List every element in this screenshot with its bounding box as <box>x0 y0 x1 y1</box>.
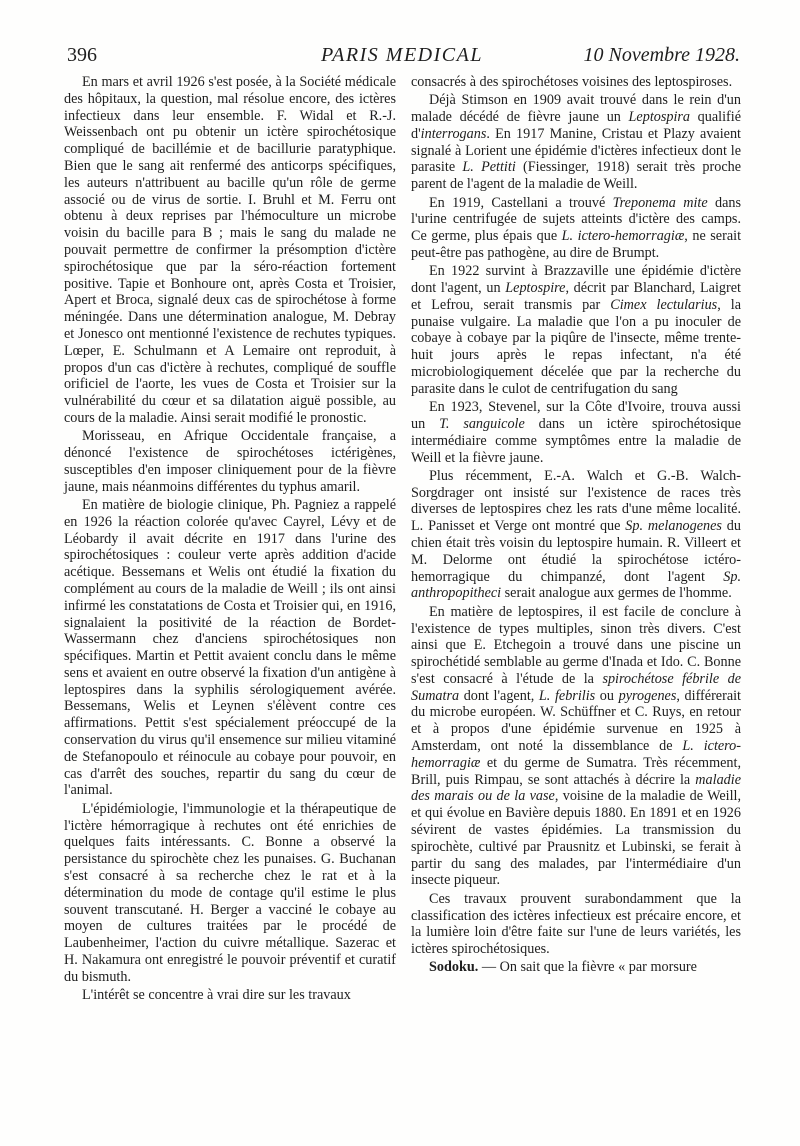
text-segment: , voisine de la maladie de Weill, et qui évolue en Bavière depuis 1880. En 1891 et en 1926 sévirent de vastes épidémies. La transmission du spirochète, cultivé par Prausnitz et Lubinski, se ferait à partir du sang des malades, par l'intermédiaire d'un insecte piqueur. <box>411 788 741 889</box>
italic-term: Sp. anthropopitheci <box>411 568 741 602</box>
section-heading-sodoku: Sodoku. <box>429 959 479 976</box>
text-segment: (Fiessinger, 1918) serait très proche parent de l'agent de la maladie de Weill. <box>411 159 742 193</box>
text-segment: et du germe de Sumatra. Très récemment, Brill, puis Rimpau, se sont attachés à décrire la <box>411 754 741 788</box>
paragraph <box>64 74 396 427</box>
paragraph <box>64 497 396 799</box>
paragraph <box>411 399 741 466</box>
paragraph <box>411 74 741 91</box>
italic-term: L. ictero-hemorragiæ <box>411 738 741 771</box>
italic-term: L. ictero-hemorragiæ <box>561 228 685 245</box>
paragraph <box>411 891 741 958</box>
italic-term: Cimex lectularius <box>610 296 718 313</box>
journal-title: PARIS MEDICAL <box>321 44 483 66</box>
text-segment: ou <box>595 687 619 704</box>
text-segment: Ces travaux prouvent surabondamment que la classification des ictères infectieux est précaire encore, et la lumière loin d'être faite sur l'une de leurs variétés, les ictères spirochétosiques. <box>411 890 741 958</box>
italic-term: spirochétose fébrile de Sumatra <box>411 670 741 704</box>
paragraph <box>411 263 741 397</box>
text-segment: , ne serait peut-être pas pathogène, au dire de Brumpt. <box>411 228 742 261</box>
text-segment: , la punaise vulgaire. La maladie que l'on a pu inoculer de cobaye à cobaye par la piqûre de l'insecte, même trente-huit jours après le repas infectant, n'a été microbiologiquement décelée que par la recherche du parasite dans le culot de centrifugation du sang <box>411 296 741 397</box>
right-column <box>411 74 741 978</box>
text-segment: , décrit par Blanchard, Laigret et Lefrou, serait transmis par <box>411 280 741 313</box>
text-segment: En matière de biologie clinique, Ph. Pagniez a rappelé en 1926 la réaction colorée qu'avec Cayrel, Lévy et de Léobardy il avait décrite en 1917 dans l'urine des spirochétosiques : couleur verte après addition d'acide acétique. Bessemans et Welis ont étudié la fixation du complément au cours de la maladie de Weill ; ils ont ainsi infirmé les constatations de Costa et Troisier qui, en 1916, signalaient la positivité de la réaction de Bordet-Wassermann chez d'anciens spirochétosiques non spécifiques. Martin et Pettit avaient conclu dans le même sens et avaient en outre observé la fixation d'un antigène à leptospires dans la syphilis sérologiquement avérée. Bessemans, Welis et Leynen s'élèvent contre ces affirmations. Pettit s'est spécialement préoccupé de la conservation du virus qu'il ensemence sur milieu vitaminé de Stefanopoulo et réinocule au cobaye pour pouvoir, en cas d'arrêt des souches, repartir du sang du cœur de l'animal. <box>64 496 396 799</box>
italic-term: Treponema mite <box>612 194 708 211</box>
text-segment: En 1919, Castellani a trouvé <box>429 194 613 211</box>
paragraph <box>411 92 741 193</box>
left-column <box>64 74 396 1005</box>
issue-date: 10 Novembre 1928. <box>583 44 740 66</box>
running-header <box>64 42 740 70</box>
text-segment: Plus récemment, E.-A. Walch et G.-B. Walch-Sorgdrager ont insisté sur l'existence de races très diverses de leptospires chez les rats d'une même localité. L. Panisset et Verge ont montré que <box>411 467 741 535</box>
text-segment: L'intérêt se concentre à vrai dire sur les travaux <box>82 987 351 1004</box>
paragraph <box>64 801 396 986</box>
paragraph <box>411 959 741 976</box>
paragraph <box>411 195 741 262</box>
text-segment: . En 1917 Manine, Cristau et Plazy avaient signalé à Lorient une épidémie d'ictères infectieux dont le parasite <box>411 125 741 176</box>
text-segment: , différerait du microbe européen. W. Schüffner et C. Ruys, en retour et à propos d'une épidémie survenue en 1925 à Amsterdam, ont noté la dissemblance de <box>411 687 742 755</box>
paragraph <box>64 428 396 495</box>
text-segment: du chien était très voisin du leptospire humain. R. Villeert et M. Delorme ont étudié la spirochétose ictéro-hemorragique du chimpanzé, dont l'agent <box>411 518 741 585</box>
italic-term: Leptospira <box>628 109 691 126</box>
italic-term: pyrogenes <box>618 687 677 704</box>
text-segment: En 1923, Stevenel, sur la Côte d'Ivoire, trouva aussi un <box>411 399 741 432</box>
text-segment: dont l'agent, <box>459 687 539 704</box>
text-segment: consacrés à des spirochétoses voisines des leptospiroses. <box>411 74 733 90</box>
paragraph <box>411 468 741 602</box>
italic-term: maladie des marais ou de la vase <box>411 771 741 805</box>
paragraph <box>64 987 396 1004</box>
text-segment: Déjà Stimson en 1909 avait trouvé dans le rein d'un malade décédé de fièvre jaune un <box>411 92 741 126</box>
text-segment: serait analogue aux germes de l'homme. <box>501 585 732 602</box>
text-segment: qualifié d' <box>411 109 741 142</box>
italic-term: Leptospire <box>505 280 566 297</box>
text-segment: L'épidémiologie, l'immunologie et la thérapeutique de l'ictère hémorragique à rechutes ont été enrichies de quelques faits intéressants. C. Bonne a observé la persistance du spirochète chez les punaises. G. Buchanan s'est consacré à sa recherche chez le rat et à la détermination du mode de contage qu'il estime le plus souvent transcutané. H. Berger a vacciné le cobaye au moyen de cultures traitées par le procédé de Laubenheimer, l'action du cuivre métallique. Sazerac et H. Nakamura ont enregistré le pouvoir préventif et curatif du bismuth. <box>64 800 396 985</box>
italic-term: T. sanguicole <box>439 415 525 432</box>
italic-term: L. Pettiti <box>462 159 516 176</box>
text-segment: dans l'urine centrifugée de sujets atteints d'ictère des camps. Ce germe, plus épais que <box>411 194 741 245</box>
italic-term: interrogans <box>420 125 487 142</box>
text-segment: — On sait que la fièvre « par morsure <box>478 959 697 976</box>
italic-term: L. febrilis <box>538 687 596 704</box>
text-segment: En 1922 survint à Brazzaville une épidémie d'ictère dont l'agent, un <box>411 263 741 297</box>
text-segment: En matière de leptospires, il est facile de conclure à l'existence de types multiples, sinon très divers. C'est ainsi que E. Etchegoin a trouvé dans une piscine un spirochétidé semblable au germe d'Inada et Ido. C. Bonne s'est consacré à l'étude de la <box>411 603 741 687</box>
paragraph <box>411 604 741 890</box>
text-segment: En mars et avril 1926 s'est posée, à la Société médicale des hôpitaux, la question, mal résolue encore, des ictères infectieux dans leur ensemble. F. Widal et R.-J. Weissenbach ont pu obtenir un ictère spirochétosique compliqué de bacillémie et de bacillurie paratyphique. Bien que le sang ait renfermé des anticorps spécifiques, les auteurs n'attribuent au bacille qu'un rôle de germe associé ou de virus de sortie. I. Bruhl et M. Ferru ont obtenu à deux reprises par l'hémoculture un microbe voisin du bacille para B ; mais le sang du malade ne pouvait permettre de confirmer la présomption d'ictère spirochétosique que par la séro-réaction fortement positive. Tapie et Bonhoure ont, après Costa et Troisier, Apert et Broca, signalé deux cas de spirochétose à forme méningée. Dans une détermination analogue, M. Debray et Jonesco ont mentionné l'existence de rechutes typiques. Lœper, E. Schulmann et A Lemaire ont reproduit, à propos d'un cas d'ictère à rechutes, compliqué de souffle orificiel de l'aorte, les vues de Costa et Troisier sur la vulnérabilité du cœur et sa dilatation aiguë possible, au cours de la maladie. Ainsi serait modifié le pronostic. <box>64 74 396 426</box>
page-number: 396 <box>67 44 97 66</box>
text-segment: dans un ictère spirochétosique intermédiaire comme symptômes entre la maladie de Weill et la fièvre jaune. <box>411 415 741 466</box>
italic-term: Sp. melanogenes <box>625 518 722 535</box>
text-segment: Morisseau, en Afrique Occidentale française, a dénoncé l'existence de spirochétoses ictérigènes, susceptibles d'en imposer cliniquement pour de la fièvre jaune, mais néanmoins différentes du typhus amaril. <box>64 428 396 495</box>
